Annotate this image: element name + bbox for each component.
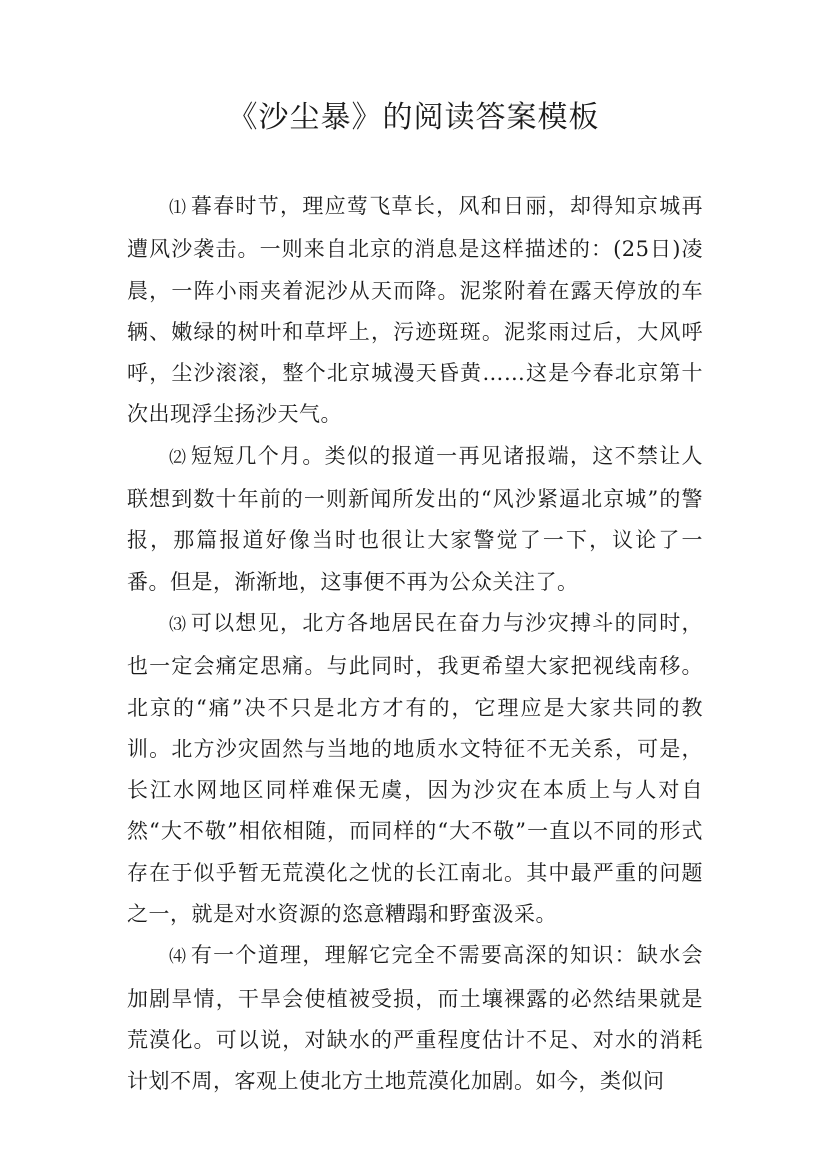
paragraph-number: ⑵ [169,447,187,468]
paragraph-3 [127,603,703,935]
paragraph-2 [127,436,703,603]
paragraph-number: ⑴ [169,198,187,218]
paragraph-text: 暮春时节，理应莺飞草长，风和日丽，却得知京城再遭风沙袭击。一则来自北京的消息是这样描述的：(25日)凌晨，一阵小雨夹着泥沙从天而降。泥浆附着在露天停放的车辆、嫩绿的树叶和草坪上，污迹斑斑。泥浆雨过后，大风呼呼，尘沙滚滚，整个北京城漫天昏黄……这是今春北京第十次出现浮尘扬沙天气。 [127,194,704,427]
document-title: 《沙尘暴》的阅读答案模板 [227,100,600,135]
paragraph-text: 可以想见，北方各地居民在奋力与沙灾搏斗的同时，也一定会痛定思痛。与此同时，我更希望大家把视线南移。北京的“痛”决不只是北方才有的，它理应是大家共同的教训。北方沙灾固然与当地的地质水文特征不无关系，可是，长江水网地区同样难保无虞，因为沙灾在本质上与人对自然“大不敬”相依相随，而同样的“大不敬”一直以不同的形式存在于似乎暂无荒漠化之忧的长江南北。其中最严重的问题之一，就是对水资源的恣意糟蹋和野蛮汲采。 [127,610,704,927]
article-body [127,186,703,1103]
paragraph-number: ⑷ [169,947,187,968]
paragraph-text: 短短几个月。类似的报道一再见诸报端，这不禁让人联想到数十年前的一则新闻所发出的“风沙紧逼北京城”的警报，那篇报道好像当时也很让大家警觉了一下，议论了一番。但是，渐渐地，这事便不再为公众关注了。 [127,443,704,594]
paragraph-text: 有一个道理，理解它完全不需要高深的知识：缺水会加剧旱情，干旱会使植被受损，而土壤裸露的必然结果就是荒漠化。可以说，对缺水的严重程度估计不足、对水的消耗计划不周，客观上使北方土地荒漠化加剧。如今，类似问 [127,943,704,1094]
paragraph-4 [127,935,703,1102]
paragraph-number: ⑶ [169,614,187,635]
paragraph-1 [127,186,703,436]
